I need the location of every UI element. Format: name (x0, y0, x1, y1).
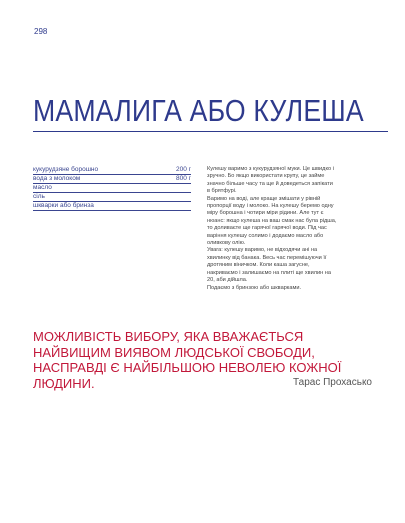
ingredient-name: масло (33, 184, 52, 191)
ingredient-row (33, 193, 191, 202)
ingredient-row (33, 184, 191, 193)
page-number: 298 (34, 27, 48, 36)
quote-text: МОЖЛИВІСТЬ ВИБОРУ, ЯКА ВВАЖАЄТЬСЯ НАЙВИЩИМ ВИЯВОМ ЛЮДСЬКОЇ СВОБОДИ, НАСПРАВДІ Є НАЙБІЛЬШОЮ НЕВОЛЕЮ КОЖНОЇ ЛЮДИНИ. (33, 329, 342, 391)
ingredient-row (33, 175, 191, 184)
ingredient-amount: 800 г (175, 175, 191, 182)
ingredient-name: кукурудзяне борошно (33, 166, 99, 173)
ingredient-row (33, 166, 191, 175)
recipe-paragraph: Подаємо з бринзою або шкварками. (207, 284, 302, 291)
ingredient-amount: 200 г (175, 166, 191, 173)
title-divider (33, 131, 388, 132)
page-title: МАМАЛИГА АБО КУЛЕША (33, 93, 364, 128)
recipe-paragraph: Кулешу варимо з кукурудзяної муки. Це швидко і зручно. Бо якщо використати крупу, це займе значно більше часу та ще й доведеться запікати в брятфурі. (207, 166, 334, 195)
ingredient-name: шкварки або бринза (33, 202, 94, 209)
ingredients-list (33, 166, 191, 211)
recipe-paragraph: Варимо на воді, але краще змішати у рівній пропорції воду і молоко. На кулешу беремо одну міру борошна і чотири міри рідини. Але тут є нюанс: якщо кулеша на ваш смак нас була рідша, то доливаєте ще гарячої гарячої води. Під час варіння кулешу солимо і додаємо масло або оливкову олію. (207, 195, 337, 247)
ingredient-name: вода з молоком (33, 175, 81, 182)
recipe-paragraph: Увага: кулешу варимо, не відходячи ані на хвилинку від банака. Весь час перемішуючи її дротяним віничком. Коли каша загусне, накриваємо і залишаємо на плиті ще хвилин на 20, аби дійшла. (207, 247, 331, 284)
quote-author: Тарас Прохасько (292, 377, 372, 388)
ingredient-row (33, 202, 191, 211)
recipe-text (207, 166, 337, 292)
ingredient-name: сіль (33, 193, 45, 200)
